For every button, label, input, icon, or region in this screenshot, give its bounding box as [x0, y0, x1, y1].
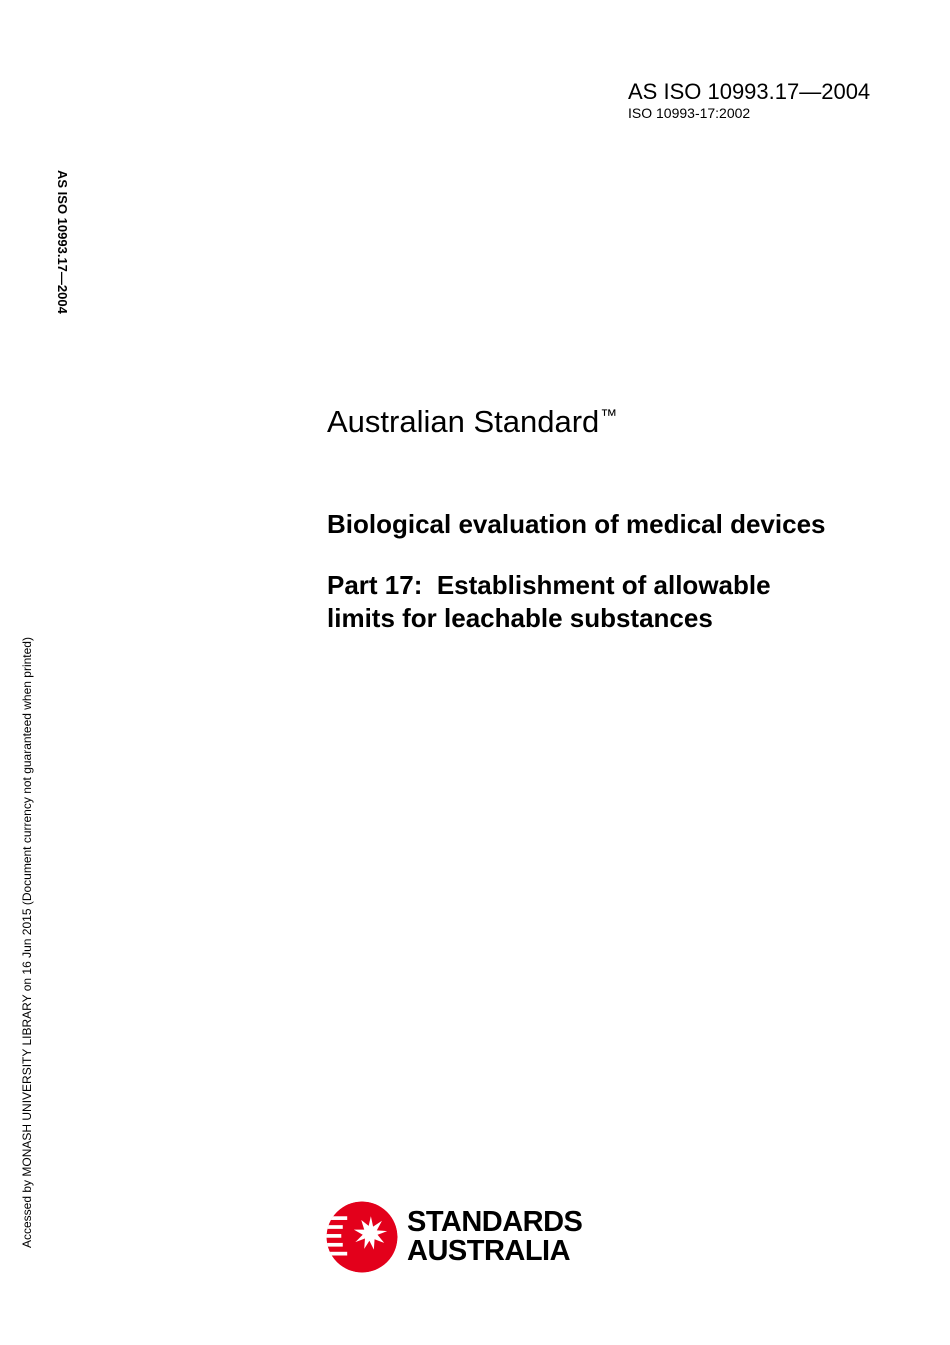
document-title: Biological evaluation of medical devices: [327, 509, 826, 539]
logo-line1: STANDARDS: [407, 1206, 583, 1238]
part-title: [327, 569, 887, 635]
part-title-line1: Part 17: Establishment of allowable: [327, 570, 771, 600]
standards-australia-logo: [325, 1200, 585, 1274]
logo-wordmark: [407, 1208, 582, 1266]
series-title: [327, 404, 617, 445]
part-title-line2: limits for leachable substances: [327, 603, 713, 633]
access-note: Accessed by MONASH UNIVERSITY LIBRARY on 16 Jun 2015 (Document currency not guaranteed when printed): [20, 637, 34, 1248]
standard-number: AS ISO 10993.17—2004: [628, 79, 871, 104]
series-name: Australian Standard: [327, 404, 600, 439]
iso-number: ISO 10993-17:2002: [628, 105, 751, 121]
trademark-symbol: ™: [600, 406, 618, 425]
star-in-circle-icon: [325, 1200, 399, 1274]
spine-text: AS ISO 10993.17—2004: [55, 170, 70, 314]
logo-line2: AUSTRALIA: [407, 1235, 571, 1267]
